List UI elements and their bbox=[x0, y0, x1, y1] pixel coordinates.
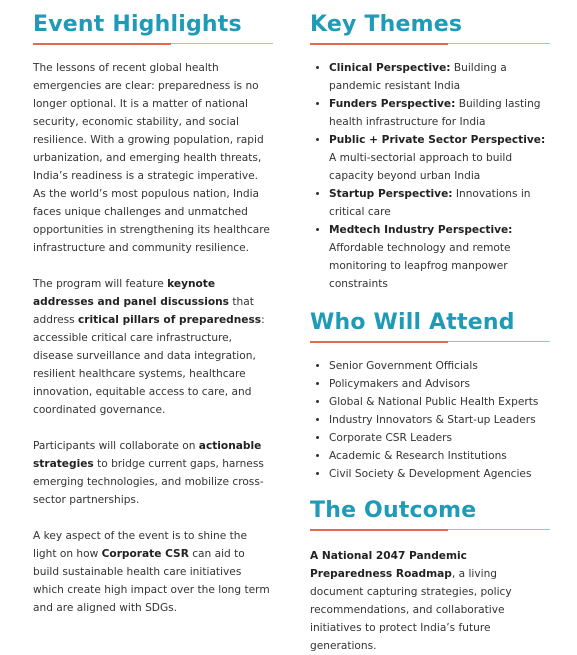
who-will-attend-heading: Who Will Attend bbox=[310, 310, 515, 335]
heading-divider bbox=[310, 341, 550, 343]
program-paragraph: The program will feature keynote addresses and panel discussions that address critical pillars of preparedness: accessible critical care infrastructure, disease surveillance and data integration, resilient healthcare systems, healthcare innovation, equitable access to care, and coordinated governance. bbox=[33, 278, 265, 416]
list-item: • Medtech Industry Perspective: Affordable technology and remote monitoring to leapfrog manpower constraints bbox=[329, 221, 550, 293]
list-item: • Senior Government Officials bbox=[329, 357, 550, 375]
event-highlights-heading: Event Highlights bbox=[33, 12, 242, 37]
outcome-heading: The Outcome bbox=[310, 498, 477, 523]
outcome-paragraph: A National 2047 Pandemic Preparedness Roadmap, a living document capturing strategies, policy recommendations, and collaborative initiatives to protect India’s future generations. bbox=[310, 550, 512, 652]
list-item: • Civil Society & Development Agencies bbox=[329, 465, 550, 483]
csr-paragraph: A key aspect of the event is to shine the light on how Corporate CSR can aid to build sustainable health care initiatives which create high impact over the long term and are aligned with SDGs. bbox=[33, 530, 270, 614]
event-highlights-column bbox=[33, 0, 273, 617]
heading-divider bbox=[310, 43, 550, 45]
list-item: • Industry Innovators & Start-up Leaders bbox=[329, 411, 550, 429]
list-item: • Startup Perspective: Innovations in critical care bbox=[329, 185, 550, 221]
heading-divider bbox=[310, 529, 550, 531]
list-item: • Global & National Public Health Experts bbox=[329, 393, 550, 411]
list-item: • Policymakers and Advisors bbox=[329, 375, 550, 393]
intro-paragraph: The lessons of recent global health emergencies are clear: preparedness is no longer optional. It is a matter of national security, economic stability, and social resilience. With a growing population, rapid urbanization, and emerging health threats, India’s readiness is a strategic imperative. As the world’s most populous nation, India faces unique challenges and unmatched opportunities in strengthening its healthcare infrastructure and community resilience. bbox=[33, 62, 270, 254]
participants-paragraph: Participants will collaborate on actionable strategies to bridge current gaps, harness emerging technologies, and mobilize cross-sector partnerships. bbox=[33, 440, 264, 506]
key-themes-list bbox=[310, 59, 550, 293]
attendees-list bbox=[310, 357, 550, 483]
list-item: • Corporate CSR Leaders bbox=[329, 429, 550, 447]
list-item: • Clinical Perspective: Building a pandemic resistant India bbox=[329, 59, 550, 95]
heading-divider bbox=[33, 43, 273, 45]
list-item: • Public + Private Sector Perspective: A multi-sectorial approach to build capacity beyond urban India bbox=[329, 131, 550, 185]
right-column bbox=[310, 0, 550, 655]
list-item: • Academic & Research Institutions bbox=[329, 447, 550, 465]
key-themes-heading: Key Themes bbox=[310, 12, 463, 37]
list-item: • Funders Perspective: Building lasting health infrastructure for India bbox=[329, 95, 550, 131]
